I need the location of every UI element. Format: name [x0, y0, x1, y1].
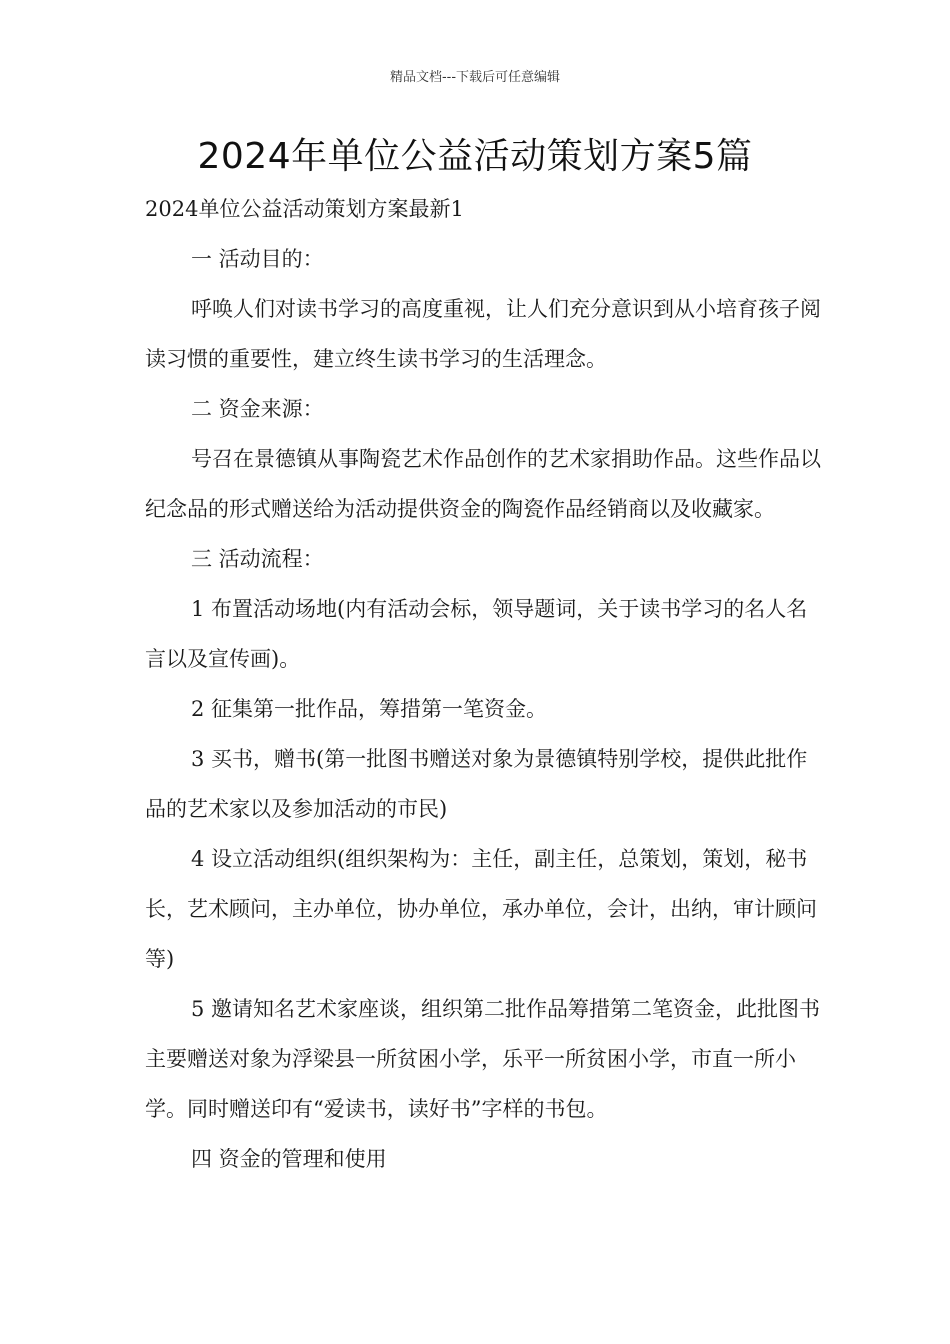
paragraph-funding: 号召在景德镇从事陶瓷艺术作品创作的艺术家捐助作品。这些作品以纪念品的形式赠送给为活动提供资金的陶瓷作品经销商以及收藏家。 [145, 447, 821, 521]
paragraph-purpose: 呼唤人们对读书学习的高度重视，让人们充分意识到从小培育孩子阅读习惯的重要性，建立终生读书学习的生活理念。 [145, 297, 821, 371]
document-title: 2024年单位公益活动策划方案5篇 [197, 136, 753, 177]
heading-fund-management: 四 资金的管理和使用 [191, 1147, 387, 1171]
heading-purpose: 一 活动目的： [191, 247, 324, 271]
process-step-2: 2 征集第一批作品，筹措第一笔资金。 [191, 697, 548, 721]
section-subtitle: 2024单位公益活动策划方案最新1 [145, 197, 464, 221]
process-step-3: 3 买书，赠书(第一批图书赠送对象为景德镇特别学校，提供此批作品的艺术家以及参加活动的市民) [145, 747, 808, 821]
document-body [145, 184, 825, 1184]
header-note: 精品文档---下载后可任意编辑 [389, 70, 561, 85]
process-step-5: 5 邀请知名艺术家座谈，组织第二批作品筹措第二笔资金，此批图书主要赠送对象为浮梁县一所贫困小学，乐平一所贫困小学，市直一所小学。同时赠送印有“爱读书，读好书”字样的书包。 [145, 997, 821, 1121]
heading-process: 三 活动流程： [191, 547, 324, 571]
process-step-1: 1 布置活动场地(内有活动会标，领导题词，关于读书学习的名人名言以及宣传画)。 [145, 597, 808, 671]
heading-funding: 二 资金来源： [191, 397, 324, 421]
process-step-4: 4 设立活动组织(组织架构为：主任，副主任，总策划，策划，秘书长，艺术顾问，主办单位，协办单位，承办单位，会计，出纳，审计顾问等) [145, 847, 817, 971]
